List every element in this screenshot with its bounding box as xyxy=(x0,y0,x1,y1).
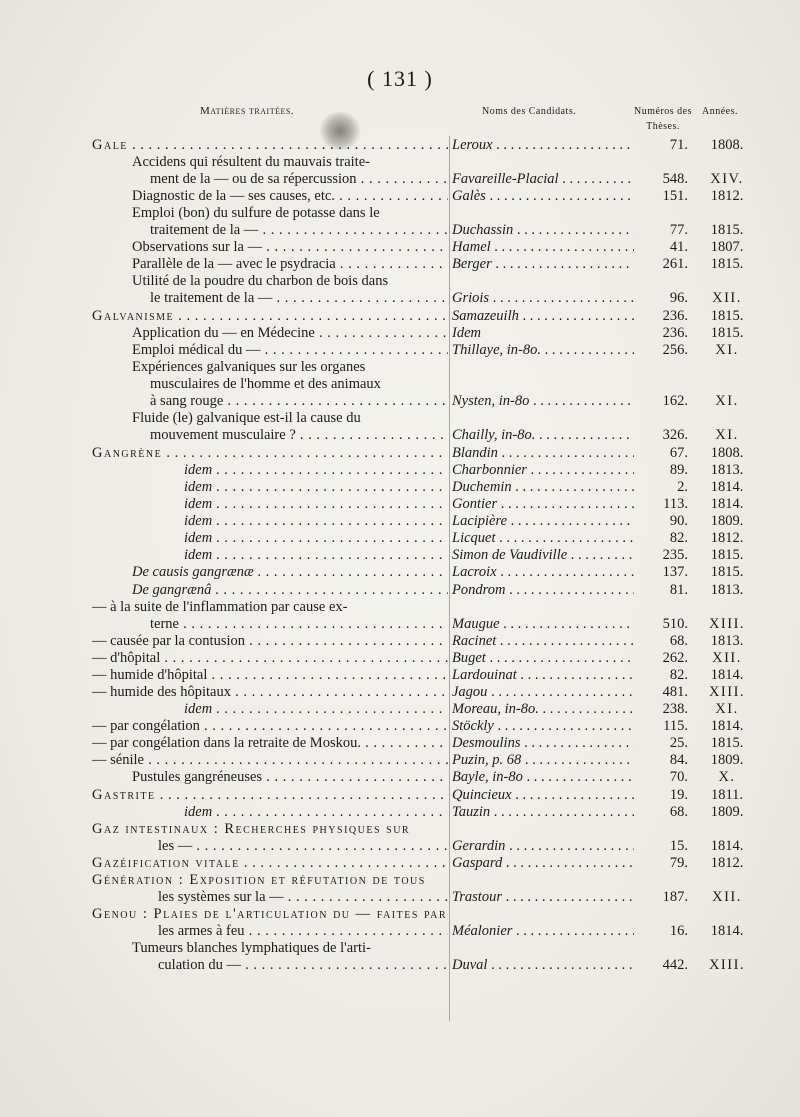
year-cell: 1812. xyxy=(710,530,744,546)
year-cell: 1814. xyxy=(710,923,744,939)
subject-cell: — par congélation dans la retraite de Moskou. . . . xyxy=(92,734,448,753)
subject-cell: idem . . . xyxy=(184,803,448,822)
year-cell: 1808. xyxy=(710,445,744,461)
subject-cell: Gangrène . . . xyxy=(92,444,448,463)
candidate-cell: Hamel . . . xyxy=(452,238,634,257)
year-cell: 1815. xyxy=(710,547,744,563)
year-cell: XIII. xyxy=(708,684,746,700)
year-cell: 1814. xyxy=(710,479,744,495)
thesis-number-cell: 442. xyxy=(662,957,688,973)
candidate-cell: Buget . . . xyxy=(452,649,634,668)
page-number: ( 131 ) xyxy=(367,66,433,91)
thesis-number-cell: 548. xyxy=(662,171,688,187)
candidate-cell: Desmoulins . . . xyxy=(452,734,634,753)
candidate-cell: Bayle, in-8o . . . xyxy=(452,768,634,787)
thesis-number-cell: 261. xyxy=(662,256,688,272)
year-cell: XI. xyxy=(715,342,739,358)
candidate-cell: Licquet . . . xyxy=(452,529,634,548)
candidate-cell: Duchemin . . . xyxy=(452,478,634,497)
year-cell: 1808. xyxy=(710,137,744,153)
subject-cell: Parallèle de la — avec le psydracia . . . xyxy=(132,255,448,274)
candidate-cell: Maugue . . . xyxy=(452,615,634,634)
year-cell: 1814. xyxy=(710,718,744,734)
subject-cell: — causée par la contusion . . . xyxy=(92,632,448,651)
subject-cell: Genou : Plaies de l'articulation du — faites par xyxy=(92,906,448,922)
subject-cell: Galvanisme . . . xyxy=(92,307,448,326)
thesis-number-cell: 137. xyxy=(662,564,688,580)
thesis-number-cell: 151. xyxy=(662,188,688,204)
thesis-number-cell: 256. xyxy=(662,342,688,358)
subject-cell: Utilité de la poudre du charbon de bois dans xyxy=(132,273,389,289)
candidate-cell: Méalonier . . . xyxy=(452,922,634,941)
year-cell: XIII. xyxy=(708,957,746,973)
year-cell: 1815. xyxy=(710,256,744,272)
subject-cell: idem . . . xyxy=(184,495,448,514)
thesis-number-cell: 41. xyxy=(669,239,688,255)
year-cell: 1809. xyxy=(710,752,744,768)
candidate-cell: Gaspard . . . xyxy=(452,854,634,873)
subject-cell: le traitement de la — . . . xyxy=(150,289,448,308)
thesis-number-cell: 77. xyxy=(669,222,688,238)
thesis-number-cell: 510. xyxy=(662,616,688,632)
subject-cell: Diagnostic de la — ses causes, etc. . . . xyxy=(132,187,448,206)
candidate-cell: Blandin . . . xyxy=(452,444,634,463)
thesis-number-cell: 326. xyxy=(662,427,688,443)
thesis-number-cell: 89. xyxy=(669,462,688,478)
year-cell: 1811. xyxy=(710,787,744,803)
candidate-cell: Gerardin . . . xyxy=(452,837,634,856)
subject-cell: Observations sur la — . . . xyxy=(132,238,448,257)
subject-cell: mouvement musculaire ? . . . xyxy=(150,426,448,445)
thesis-number-cell: 115. xyxy=(663,718,688,734)
table-row xyxy=(0,956,800,975)
thesis-number-cell: 162. xyxy=(662,393,688,409)
subject-cell: les systèmes sur la — . . . xyxy=(158,888,448,907)
subject-cell: — humide des hôpitaux . . . xyxy=(92,683,448,702)
candidate-cell: Duval . . . xyxy=(452,956,634,975)
year-cell: 1813. xyxy=(710,462,744,478)
year-cell: XI. xyxy=(715,701,739,717)
thesis-number-cell: 481. xyxy=(662,684,688,700)
year-cell: XI. xyxy=(715,427,739,443)
subject-cell: Expériences galvaniques sur les organes xyxy=(132,359,366,375)
thesis-number-cell: 262. xyxy=(662,650,688,666)
year-cell: 1815. xyxy=(710,308,744,324)
thesis-number-cell: 15. xyxy=(669,838,688,854)
subject-cell: Gazéification vitale . . . xyxy=(92,854,448,873)
candidate-cell: Racinet . . . xyxy=(452,632,634,651)
thesis-number-cell: 19. xyxy=(669,787,688,803)
subject-cell: De causis gangrænæ . . . xyxy=(132,563,448,582)
subject-cell: — à la suite de l'inflammation par cause ex- xyxy=(92,599,348,615)
year-cell: 1809. xyxy=(710,804,744,820)
candidate-cell: Gontier . . . xyxy=(452,495,634,514)
candidate-cell: Tauzin . . . xyxy=(452,803,634,822)
subject-cell: musculaires de l'homme et des animaux xyxy=(150,376,381,392)
year-cell: XIII. xyxy=(708,616,746,632)
year-cell: XI. xyxy=(715,393,739,409)
year-cell: XII. xyxy=(712,889,742,905)
year-cell: 1815. xyxy=(710,325,744,341)
subject-cell: traitement de la — . . . xyxy=(150,221,448,240)
subject-cell: — d'hôpital . . . xyxy=(92,649,448,668)
subject-cell: — sénile . . . xyxy=(92,751,448,770)
thesis-number-cell: 236. xyxy=(662,308,688,324)
thesis-number-cell: 2. xyxy=(677,479,688,495)
subject-cell: Gastrite . . . xyxy=(92,786,448,805)
thesis-number-cell: 236. xyxy=(662,325,688,341)
thesis-number-cell: 79. xyxy=(669,855,688,871)
candidate-cell: Lacroix . . . xyxy=(452,563,634,582)
thesis-number-cell: 25. xyxy=(669,735,688,751)
subject-cell: idem . . . xyxy=(184,461,448,480)
thesis-number-cell: 90. xyxy=(669,513,688,529)
candidate-cell: Leroux . . . xyxy=(452,136,634,155)
year-cell: 1812. xyxy=(710,188,744,204)
candidate-cell: Jagou . . . xyxy=(452,683,634,702)
candidate-cell: Charbonnier . . . xyxy=(452,461,634,480)
candidate-cell: Simon de Vaudiville . . . xyxy=(452,546,634,565)
thesis-number-cell: 67. xyxy=(669,445,688,461)
thesis-number-cell: 96. xyxy=(669,290,688,306)
subject-cell: Emploi médical du — . . . xyxy=(132,341,448,360)
subject-cell: les armes à feu . . . xyxy=(158,922,448,941)
year-cell: 1813. xyxy=(710,633,744,649)
thesis-number-cell: 71. xyxy=(669,137,688,153)
table-row xyxy=(0,426,800,445)
candidate-cell: Puzin, p. 68 . . . xyxy=(452,751,634,770)
subject-cell: Pustules gangréneuses . . . xyxy=(132,768,448,787)
subject-cell: idem . . . xyxy=(184,700,448,719)
thesis-number-cell: 235. xyxy=(662,547,688,563)
candidate-cell: Griois . . . xyxy=(452,289,634,308)
subject-cell: ment de la — ou de sa répercussion . . . xyxy=(150,170,448,189)
year-cell: 1814. xyxy=(710,838,744,854)
candidate-cell: Galès . . . xyxy=(452,187,634,206)
subject-cell: idem . . . xyxy=(184,512,448,531)
subject-cell: Fluide (le) galvanique est-il la cause du xyxy=(132,410,361,426)
subject-cell: — humide d'hôpital . . . xyxy=(92,666,448,685)
thesis-number-cell: 16. xyxy=(669,923,688,939)
thesis-number-cell: 82. xyxy=(669,530,688,546)
year-cell: 1815. xyxy=(710,222,744,238)
table-row xyxy=(0,768,800,787)
subject-cell: culation du — . . . xyxy=(158,956,448,975)
candidate-cell: Thillaye, in-8o. . . . xyxy=(452,341,634,360)
thesis-number-cell: 84. xyxy=(669,752,688,768)
candidate-cell: Samazeuilh . . . xyxy=(452,307,634,326)
table-row xyxy=(0,289,800,308)
subject-cell: idem . . . xyxy=(184,529,448,548)
subject-cell: Gale . . . xyxy=(92,136,448,155)
year-cell: 1809. xyxy=(710,513,744,529)
candidate-cell: Pondrom . . . xyxy=(452,581,634,600)
subject-cell: Gaz intestinaux : Recherches physiques sur xyxy=(92,821,411,837)
thesis-number-cell: 82. xyxy=(669,667,688,683)
candidate-cell: Lardouinat . . . xyxy=(452,666,634,685)
subject-cell: terne . . . xyxy=(150,615,448,634)
thesis-number-cell: 113. xyxy=(663,496,688,512)
thesis-number-cell: 68. xyxy=(669,804,688,820)
subject-cell: Tumeurs blanches lymphatiques de l'arti- xyxy=(132,940,371,956)
subject-cell: idem . . . xyxy=(184,478,448,497)
year-cell: 1815. xyxy=(710,564,744,580)
year-cell: XIV. xyxy=(710,171,744,187)
thesis-number-cell: 70. xyxy=(669,769,688,785)
candidate-cell: Moreau, in-8o. . . . xyxy=(452,700,634,719)
subject-cell: Application du — en Médecine . . . xyxy=(132,324,448,343)
thesis-number-cell: 81. xyxy=(669,582,688,598)
candidate-cell: Nysten, in-8o . . . xyxy=(452,392,634,411)
thesis-number-cell: 187. xyxy=(662,889,688,905)
subject-cell: Emploi (bon) du sulfure de potasse dans le xyxy=(132,205,380,221)
year-cell: X. xyxy=(718,769,736,785)
candidate-cell: Idem xyxy=(452,325,481,341)
candidate-cell: Berger . . . xyxy=(452,255,634,274)
year-cell: XII. xyxy=(712,650,742,666)
year-cell: 1814. xyxy=(710,667,744,683)
candidate-cell: Trastour . . . xyxy=(452,888,634,907)
subject-cell: De gangrænâ . . . xyxy=(132,581,448,600)
candidate-cell: Favareille-Placial . . . xyxy=(452,170,634,189)
year-cell: 1812. xyxy=(710,855,744,871)
candidate-cell: Chailly, in-8o. . . . xyxy=(452,426,634,445)
candidate-cell: Quincieux . . . xyxy=(452,786,634,805)
year-cell: XII. xyxy=(712,290,742,306)
subject-cell: — par congélation . . . xyxy=(92,717,448,736)
table-row xyxy=(0,563,800,582)
subject-cell: Génération : Exposition et réfutation de tous xyxy=(92,872,426,888)
header-noms-candidats: Noms des Candidats. xyxy=(482,106,577,117)
subject-cell: idem . . . xyxy=(184,546,448,565)
header-annees: Années. xyxy=(702,106,738,117)
thesis-number-cell: 68. xyxy=(669,633,688,649)
subject-cell: Accidens qui résultent du mauvais traite- xyxy=(132,154,370,170)
subject-cell: les — . . . xyxy=(158,837,448,856)
year-cell: 1814. xyxy=(710,496,744,512)
header-numeros-theses: Numéros des Thèses. xyxy=(634,106,692,132)
year-cell: 1815. xyxy=(710,735,744,751)
subject-cell: à sang rouge . . . xyxy=(150,392,448,411)
header-matieres: Matières traitées. xyxy=(200,105,295,117)
candidate-cell: Lacipière . . . xyxy=(452,512,634,531)
year-cell: 1807. xyxy=(710,239,744,255)
thesis-number-cell: 238. xyxy=(662,701,688,717)
candidate-cell: Stöckly . . . xyxy=(452,717,634,736)
candidate-cell: Duchassin . . . xyxy=(452,221,634,240)
year-cell: 1813. xyxy=(710,582,744,598)
